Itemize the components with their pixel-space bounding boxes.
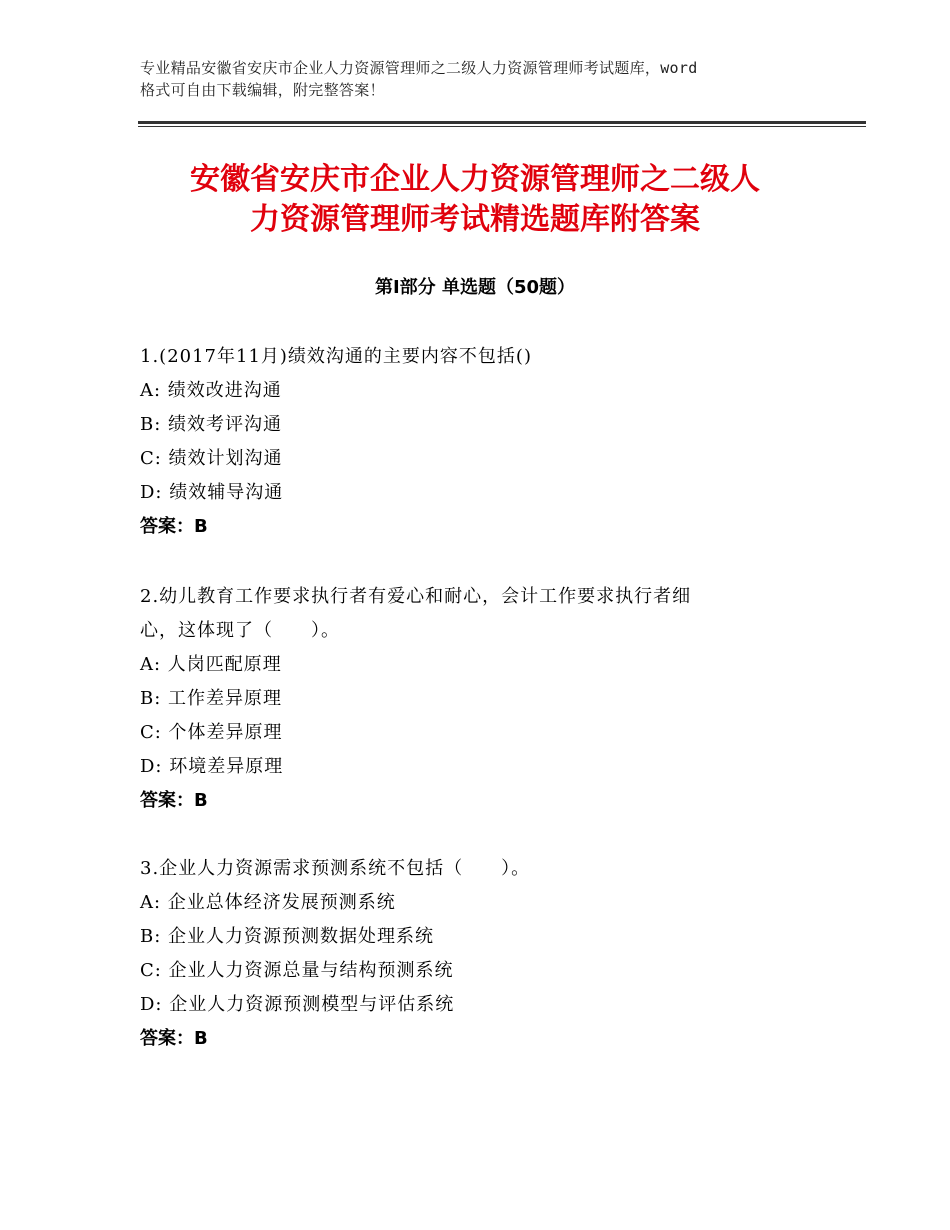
option-a: A: 企业总体经济发展预测系统 <box>140 892 396 913</box>
title-line-2: 力资源管理师考试精选题库附答案 <box>250 202 700 237</box>
header-divider-thin <box>138 126 866 127</box>
question-stem-line-2: 心，这体现了（ ）。 <box>140 620 340 641</box>
question-stem: 1.(2017年11月)绩效沟通的主要内容不包括() <box>140 346 532 367</box>
option-b: B: 工作差异原理 <box>140 688 283 709</box>
question-stem: 3.企业人力资源需求预测系统不包括（ ）。 <box>140 858 531 879</box>
question-stem-line-1: 2.幼儿教育工作要求执行者有爱心和耐心，会计工作要求执行者细 <box>140 586 692 607</box>
section-heading: 第Ⅰ部分 单选题（50题） <box>374 277 575 298</box>
answer: 答案：B <box>140 790 208 811</box>
answer: 答案：B <box>140 516 208 537</box>
header-note-line-1: 专业精品安徽省安庆市企业人力资源管理师之二级人力资源管理师考试题库，word <box>140 59 698 77</box>
option-d: D: 环境差异原理 <box>140 756 284 777</box>
option-d: D: 绩效辅导沟通 <box>140 482 284 503</box>
option-b: B: 绩效考评沟通 <box>140 414 283 435</box>
option-a: A: 人岗匹配原理 <box>140 654 282 675</box>
header-note <box>140 57 830 101</box>
option-d: D: 企业人力资源预测模型与评估系统 <box>140 994 455 1015</box>
question-2 <box>140 580 790 818</box>
question-1 <box>140 340 790 544</box>
header-note-line-2: 格式可自由下载编辑，附完整答案！ <box>140 81 385 99</box>
answer: 答案：B <box>140 1028 208 1049</box>
option-a: A: 绩效改进沟通 <box>140 380 282 401</box>
header-divider-thick <box>138 121 866 124</box>
option-b: B: 企业人力资源预测数据处理系统 <box>140 926 435 947</box>
option-c: C: 企业人力资源总量与结构预测系统 <box>140 960 454 981</box>
document-title <box>120 160 830 240</box>
title-line-1: 安徽省安庆市企业人力资源管理师之二级人 <box>190 162 760 197</box>
option-c: C: 绩效计划沟通 <box>140 448 283 469</box>
question-3 <box>140 852 790 1056</box>
option-c: C: 个体差异原理 <box>140 722 283 743</box>
